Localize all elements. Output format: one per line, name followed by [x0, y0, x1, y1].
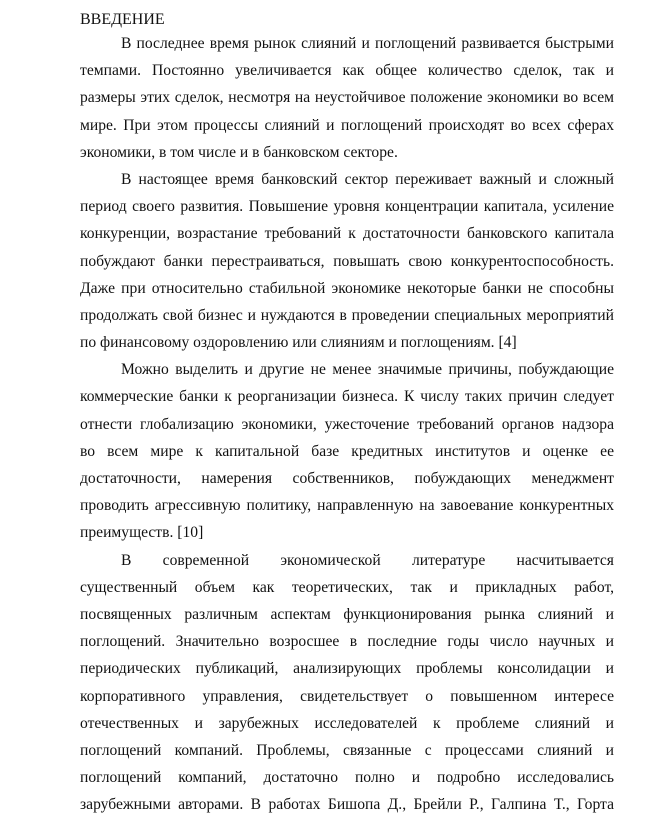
text-line: во всем мире к капитальной базе кредитных институтов и оценке ее: [80, 442, 614, 460]
paragraph: [80, 356, 614, 546]
text-line: периодических публикаций, анализирующих проблемы консолидации и: [80, 660, 614, 678]
text-line: коммерческие банки к реорганизации бизнеса. К числу таких причин следует: [80, 388, 614, 406]
text-line: конкуренции, возрастание требований к достаточности банковского капитала: [80, 225, 614, 243]
text-line: посвященных различным аспектам функционирования рынка слияний и: [80, 605, 614, 623]
text-line: проводить агрессивную политику, направленную на завоевание конкурентных: [80, 497, 614, 515]
text-line: размеры этих сделок, несмотря на неустойчивое положение экономики во всем: [80, 89, 614, 107]
paragraph: [80, 166, 614, 356]
text-line: достаточности, намерения собственников, побуждающих менеджмент: [80, 470, 614, 487]
text-line: экономики, в том числе и в банковском секторе.: [80, 143, 398, 161]
text-line: по финансовому оздоровлению или слияниям и поглощениям. [4]: [80, 334, 517, 352]
text-line: период своего развития. Повышение уровня концентрации капитала, усиление: [80, 198, 614, 216]
text-line: поглощений компаний. Проблемы, связанные с процессами слияний и: [80, 741, 614, 759]
text-line: поглощений. Значительно возросшее в последние годы число научных и: [80, 633, 614, 651]
text-line: мире. При этом процессы слияний и поглощений происходят во всех сферах: [80, 116, 614, 134]
text-line: Можно выделить и другие не менее значимые причины, побуждающие: [121, 361, 614, 379]
section-heading: ВВЕДЕНИЕ: [80, 11, 165, 28]
paragraph: [80, 30, 614, 166]
text-line: существенный объем как теоретических, так и прикладных работ,: [80, 578, 614, 596]
text-line: преимуществ. [10]: [80, 524, 204, 542]
document-page: [80, 10, 614, 818]
text-line: корпоративного управления, свидетельствует о повышенном интересе: [80, 687, 614, 705]
body-text: [80, 30, 614, 818]
text-line: В современной экономической литературе насчитывается: [121, 551, 614, 569]
text-line: отечественных и зарубежных исследователей к проблеме слияний и: [80, 714, 614, 732]
text-line: темпами. Постоянно увеличивается как общее количество сделок, так и: [80, 62, 614, 80]
text-line: В последнее время рынок слияний и поглощений развивается быстрыми: [121, 35, 614, 52]
text-line: поглощений компаний, достаточно полно и подробно исследовались: [80, 769, 614, 787]
text-line: отнести глобализацию экономики, ужесточение требований органов надзора: [80, 415, 614, 433]
text-line: продолжать свой бизнес и нуждаются в проведении специальных мероприятий: [80, 306, 614, 324]
paragraph: [80, 547, 614, 819]
text-line: Даже при относительно стабильной экономике некоторые банки не способны: [80, 279, 614, 297]
text-line: побуждают банки перестраиваться, повышать свою конкурентоспособность.: [80, 252, 614, 270]
text-line: зарубежными авторами. В работах Бишопа Д., Брейли Р., Галпина Т., Горта: [80, 796, 614, 814]
text-line: В настоящее время банковский сектор переживает важный и сложный: [121, 170, 614, 188]
